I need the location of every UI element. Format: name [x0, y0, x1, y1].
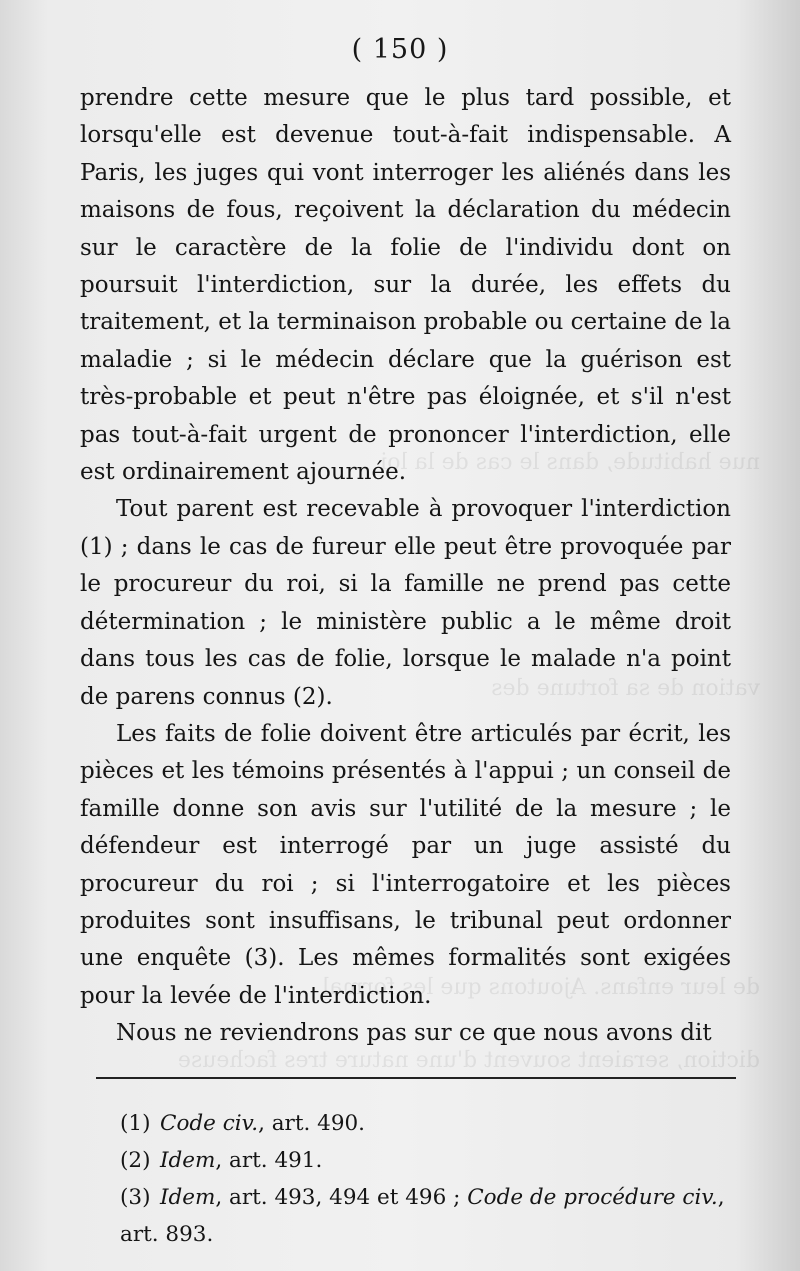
bleed-through-text: de leur enfans. Ajoutons que les formal	[322, 975, 760, 1000]
footnote-2: (2) Idem, art. 491.	[120, 1148, 323, 1173]
main-text	[80, 80, 731, 1053]
bleed-through-text: nue habitude, dans le cas de la loi	[380, 450, 760, 475]
bleed-through-text: diction, seraient souvent d'une nature tres facheuse	[177, 1048, 760, 1073]
footnote-3: (3) Idem, art. 493, 494 et 496 ; Code de procédure civ., art. 893.	[120, 1185, 725, 1247]
paragraph: Nous ne reviendrons pas sur ce que nous avons dit	[116, 1020, 712, 1047]
footnotes	[92, 1105, 752, 1253]
bleed-through-text: vation de sa fortune des	[491, 676, 760, 701]
footnote-1: (1) Code civ., art. 490.	[120, 1111, 366, 1136]
page-number: ( 150 )	[351, 34, 449, 65]
paragraph-continuation: prendre cette mesure que le plus tard possible, et lorsqu'elle est devenue tout-à-fait indispensable. A Paris, les juges qui vont interroger les aliénés dans les maisons de fous, reçoivent la déclaration du médecin sur le caractère de la folie de l'individu dont on poursuit l'interdiction, sur la durée, les effets du traitement, et la terminaison probable ou certaine de la maladie ; si le médecin déclare que la guérison est très-probable et peut n'être pas éloignée, et s'il n'est pas tout-à-fait urgent de prononcer l'interdiction, elle est ordinairement ajournée.	[80, 85, 731, 486]
paragraph: Les faits de folie doivent être articulés par écrit, les pièces et les témoins présentés à l'appui ; un conseil de famille donne son avis sur l'utilité de la mesure ; le défendeur est interrogé par un juge assisté du procureur du roi ; si l'interrogatoire et les pièces produites sont insuffisans, le tribunal peut ordonner une enquête (3). Les mêmes formalités sont exigées pour la levée de l'interdiction.	[80, 720, 731, 1009]
paragraph: Tout parent est recevable à provoquer l'interdiction (1) ; dans le cas de fureur elle peut être provoquée par le procureur du roi, si la famille ne prend pas cette détermination ; le ministère public a le même droit dans tous les cas de folie, lorsque le malade n'a point de parens connus (2).	[80, 496, 731, 710]
footnote-rule	[96, 1077, 736, 1079]
